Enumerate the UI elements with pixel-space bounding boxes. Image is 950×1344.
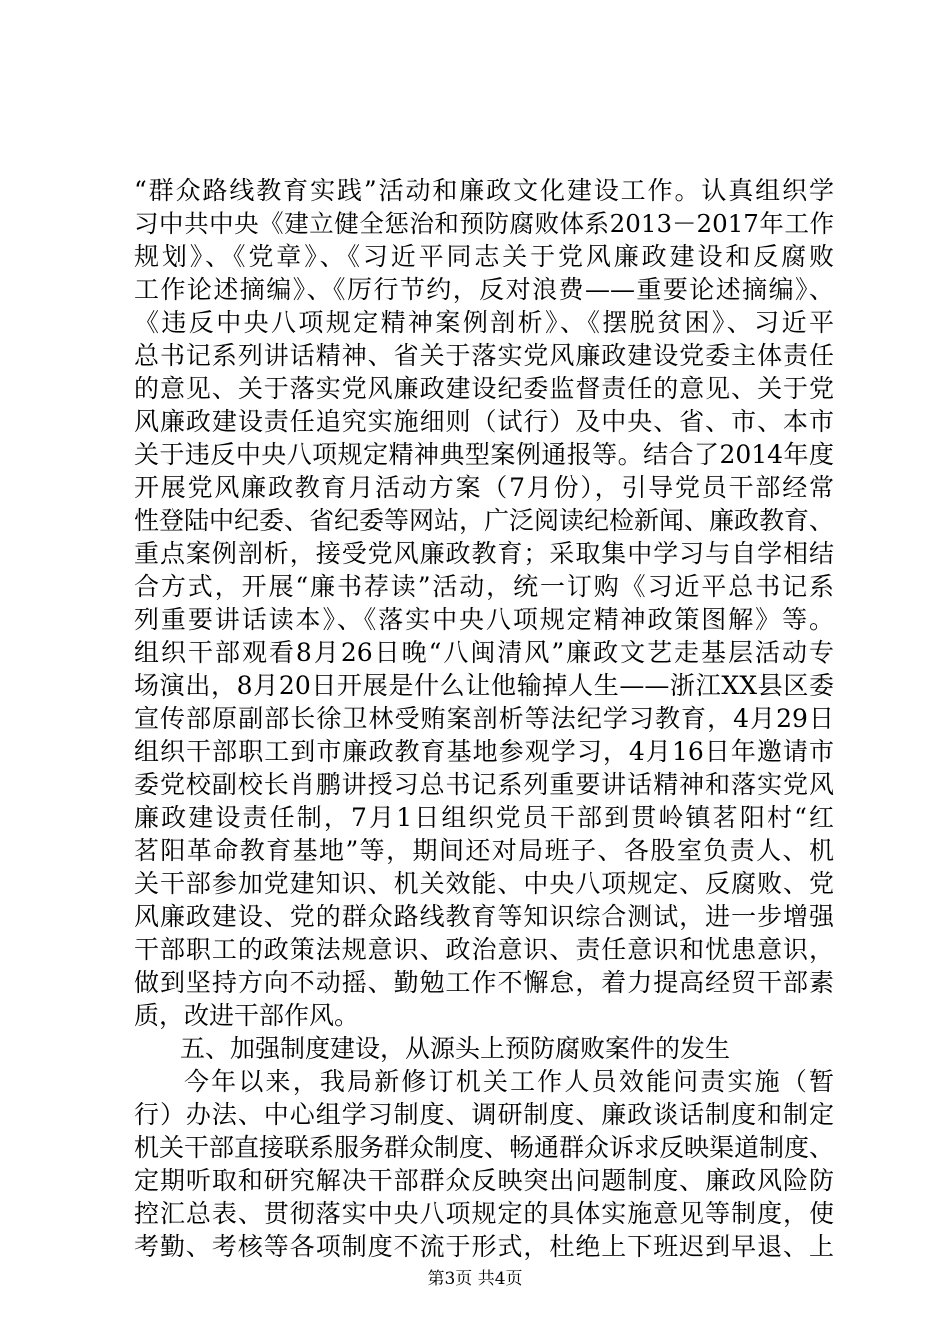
text-line: 廉政建设责任制，7月1日组织党员干部到贯岭镇茗阳村“红 [134,803,834,832]
text-line: 考勤、考核等各项制度不流于形式，杜绝上下班迟到早退、上 [134,1232,834,1261]
text-line: 关于违反中央八项规定精神典型案例通报等。结合了2014年度 [134,440,834,469]
text-line: 风廉政建设、党的群众路线教育等知识综合测试，进一步增强 [134,902,834,931]
text-line: 委党校副校长肖鹏讲授习总书记系列重要讲话精神和落实党风 [134,770,834,799]
paragraph-2 [134,1065,834,1263]
text-line: 开展党风廉政教育月活动方案（7月份），引导党员干部经常 [134,473,834,502]
text-line: 列重要讲话读本》、《落实中央八项规定精神政策图解》等。 [134,605,834,634]
text-line: 干部职工的政策法规意识、政治意识、责任意识和忧患意识， [134,935,834,964]
text-line: 重点案例剖析，接受党风廉政教育；采取集中学习与自学相结 [134,539,834,568]
text-line: 定期听取和研究解决干部群众反映突出问题制度、廉政风险防 [134,1166,834,1195]
text-line: 宣传部原副部长徐卫林受贿案剖析等法纪学习教育，4月29日 [134,704,834,733]
text-line: 的意见、关于落实党风廉政建设纪委监督责任的意见、关于党 [134,374,834,403]
document-body [134,174,834,1263]
text-line: 性登陆中纪委、省纪委等网站，广泛阅读纪检新闻、廉政教育、 [134,506,835,535]
text-line: 《违反中央八项规定精神案例剖析》、《摆脱贫困》、习近平 [134,308,834,337]
text-line: 行）办法、中心组学习制度、调研制度、廉政谈话制度和制定 [134,1100,834,1129]
text-line: 今年以来，我局新修订机关工作人员效能问责实施（暂 [184,1067,834,1096]
paragraph-1 [134,174,834,1032]
text-line: 工作论述摘编》、《厉行节约，反对浪费——重要论述摘编》、 [134,275,834,304]
text-line: 组织干部观看8月26日晚“八闽清风”廉政文艺走基层活动专 [134,638,834,667]
text-line: 组织干部职工到市廉政教育基地参观学习，4月16日年邀请市 [134,737,834,766]
text-line: 合方式，开展“廉书荐读”活动，统一订购《习近平总书记系 [134,572,834,601]
text-line: 质，改进干部作风。 [134,1001,360,1030]
text-line: 关干部参加党建知识、机关效能、中央八项规定、反腐败、党 [134,869,834,898]
text-line: “群众路线教育实践”活动和廉政文化建设工作。认真组织学 [134,176,834,205]
text-line: 茗阳革命教育基地”等，期间还对局班子、各股室负责人、机 [134,836,834,865]
text-line: 总书记系列讲话精神、省关于落实党风廉政建设党委主体责任 [134,341,834,370]
text-line: 做到坚持方向不动摇、勤勉工作不懈怠，着力提高经贸干部素 [134,968,834,997]
text-line: 控汇总表、贯彻落实中央八项规定的具体实施意见等制度，使 [134,1199,834,1228]
text-line: 习中共中央《建立健全惩治和预防腐败体系2013－2017年工作 [134,209,834,238]
text-line: 机关干部直接联系服务群众制度、畅通群众诉求反映渠道制度、 [134,1133,835,1162]
text-line: 规划》、《党章》、《习近平同志关于党风廉政建设和反腐败 [134,242,834,271]
text-line: 场演出，8月20日开展是什么让他输掉人生——浙江XX县区委 [134,671,834,700]
page-footer: 第3页 共4页 [427,1269,523,1289]
section-heading: 五、加强制度建设，从源头上预防腐败案件的发生 [180,1034,731,1063]
text-line: 风廉政建设责任追究实施细则（试行）及中央、省、市、本市 [134,407,834,436]
